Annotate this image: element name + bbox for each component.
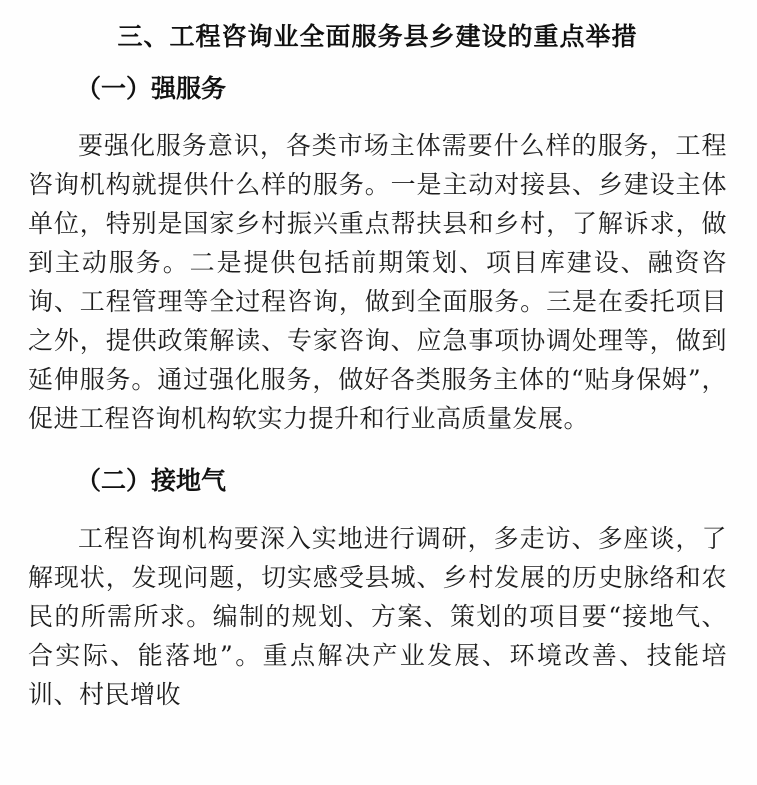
- subsection-1-paragraph-1: 要强化服务意识，各类市场主体需要什么样的服务，工程咨询机构就提供什么样的服务。一是主动对接县、乡建设主体单位，特别是国家乡村振兴重点帮扶县和乡村，了解诉求，做到主动服务。二是提供包括前期策划、项目库建设、融资咨询、工程管理等全过程咨询，做到全面服务。三是在委托项目之外，提供政策解读、专家咨询、应急事项协调处理等，做到延伸服务。通过强化服务，做好各类服务主体的“贴身保姆”，促进工程咨询机构软实力提升和行业高质量发展。: [28, 131, 727, 434]
- spacer: [28, 509, 727, 519]
- spacer: [28, 116, 727, 126]
- spacer: [28, 444, 727, 462]
- subsection-heading-2: （二）接地气: [76, 466, 227, 496]
- subsection-2-paragraph-1: 工程咨询机构要深入实地进行调研，多走访、多座谈，了解现状，发现问题，切实感受县城、乡村发展的历史脉络和农民的所需所求。编制的规划、方案、策划的项目要“接地气、合实际、能落地”。重点解决产业发展、环境改善、技能培训、村民增收: [28, 524, 727, 709]
- subsection-heading-1: （一）强服务: [76, 73, 227, 103]
- section-heading: 三、工程咨询业全面服务县乡建设的重点举措: [117, 22, 638, 51]
